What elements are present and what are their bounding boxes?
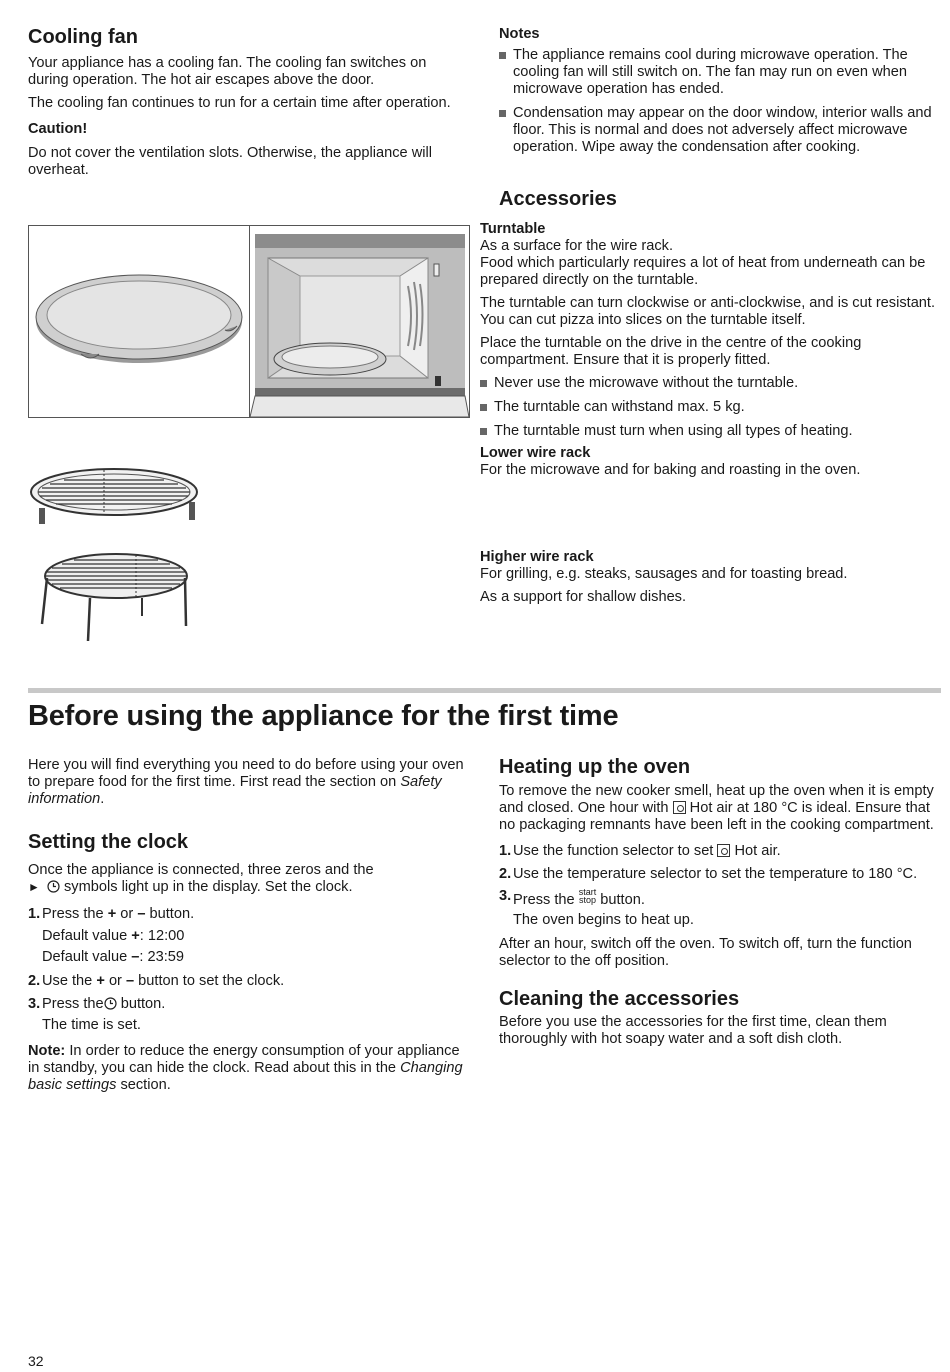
before-intro	[28, 757, 468, 808]
turntable-bullet-text: Never use the microwave without the turntable.	[494, 375, 799, 391]
step-text: or	[104, 973, 126, 989]
lower-rack-label: Lower wire rack	[480, 445, 591, 461]
step-text: Press the	[42, 996, 104, 1012]
clock-icon	[104, 997, 117, 1010]
clock-note	[28, 1043, 468, 1094]
turntable-p1a: As a surface for the wire rack.	[480, 238, 674, 254]
step-text: button.	[596, 892, 645, 908]
heating-heading: Heating up the oven	[499, 756, 691, 778]
heating-p1-text-end: Hot air at 180 °C is ideal. Ensure that no packaging remnants have been left in the cooking compartment.	[499, 800, 934, 833]
step-text: button.	[116, 996, 166, 1012]
default-value: : 23:59	[139, 949, 185, 965]
lower-rack-text: For the microwave and for baking and roasting in the oven.	[480, 462, 861, 478]
step-text: button.	[145, 906, 195, 922]
default-label: Default value	[42, 949, 132, 965]
turntable-bullet	[480, 375, 942, 392]
turntable-bullet-text: The turntable can withstand max. 5 kg.	[494, 399, 745, 415]
turntable-bullet-text: The turntable must turn when using all types of heating.	[494, 423, 853, 439]
bullet-square-icon	[480, 404, 487, 411]
turntable-p2: The turntable can turn clockwise or anti-clockwise, and is cut resistant. You can cut pizza into slices on the turntable itself.	[480, 295, 936, 328]
cooling-fan-p1: Your appliance has a cooling fan. The cooling fan switches on during operation. The hot air escapes above the door.	[28, 55, 427, 88]
step-text: Hot air.	[730, 843, 781, 859]
minus-button-glyph: –	[137, 906, 146, 922]
clock-icon	[47, 880, 60, 893]
plus-button-glyph: +	[107, 906, 117, 922]
minus-button-glyph: –	[125, 973, 135, 989]
page-heading: Before using the appliance for the first time	[28, 700, 619, 732]
note-text-end: section.	[116, 1077, 171, 1093]
higher-rack-p1: For grilling, e.g. steaks, sausages and for toasting bread.	[480, 566, 848, 582]
default-minus	[28, 949, 468, 966]
clock-step-result: The time is set.	[42, 1017, 141, 1033]
before-left-column	[28, 757, 468, 1094]
notes-label: Notes	[499, 26, 540, 42]
turntable-p3: Place the turntable on the drive in the centre of the cooking compartment. Ensure that it is properly fitted.	[480, 335, 862, 368]
note-label: Note:	[28, 1043, 66, 1059]
notes-section	[499, 26, 939, 163]
clock-step	[28, 906, 468, 923]
cooling-fan-p2: The cooling fan continues to run for a certain time after operation.	[28, 95, 451, 111]
cooling-fan-heading: Cooling fan	[28, 26, 138, 48]
hot-air-icon	[673, 801, 686, 814]
turntable-p1b: Food which particularly requires a lot of heat from underneath can be prepared directly on the turntable.	[480, 255, 926, 288]
heating-step	[499, 866, 941, 883]
step-number: 2.	[499, 866, 512, 882]
turntable-section	[480, 221, 942, 479]
step-number: 1.	[499, 843, 512, 859]
heating-step	[499, 888, 941, 909]
caution-label: Caution!	[28, 121, 88, 137]
clock-intro	[28, 862, 468, 896]
cooling-fan-section	[28, 25, 468, 185]
note-link-text: Changing basic settings	[28, 1060, 463, 1093]
heating-p1-text: To remove the new cooker smell, heat up the oven when it is empty and closed. One hour with	[499, 783, 934, 816]
note-text: In order to reduce the energy consumption of your appliance in standby, you can hide the clock. Read about this in the	[28, 1043, 460, 1076]
hot-air-icon	[717, 844, 730, 857]
default-value: : 12:00	[139, 928, 185, 944]
bullet-square-icon	[499, 110, 506, 117]
stop-glyph-text: stop	[578, 895, 596, 905]
start-stop-button-icon	[579, 888, 597, 904]
heating-step	[499, 843, 941, 860]
higher-rack-p2: As a support for shallow dishes.	[480, 589, 687, 605]
caution-text: Do not cover the ventilation slots. Otherwise, the appliance will overheat.	[28, 145, 432, 178]
accessories-heading: Accessories	[499, 188, 617, 210]
step-number: 2.	[28, 973, 41, 989]
turntable-image	[29, 226, 249, 417]
step-text: Press the	[513, 892, 579, 908]
step-number: 3.	[499, 888, 512, 904]
cleaning-heading: Cleaning the accessories	[499, 988, 740, 1010]
higher-wire-rack-image	[38, 546, 198, 646]
step-number: 1.	[28, 906, 41, 922]
plus-button-glyph: +	[131, 928, 140, 944]
clock-step	[28, 996, 468, 1013]
step-text: Use the function selector to set	[513, 843, 718, 859]
before-right-column	[499, 755, 941, 1048]
step-number: 3.	[28, 996, 41, 1012]
play-arrow-icon: ►	[28, 880, 40, 894]
bullet-square-icon	[480, 428, 487, 435]
heating-p1	[499, 783, 941, 834]
step-text: Use the temperature selector to set the temperature to 180 °C.	[513, 866, 918, 882]
before-intro-link-text: Safety information	[28, 774, 442, 807]
clock-step	[28, 973, 468, 990]
note-item	[499, 105, 939, 156]
section-divider	[28, 688, 941, 693]
lower-wire-rack-image	[28, 462, 200, 530]
clock-intro-text: Once the appliance is connected, three zeros and the	[28, 862, 374, 878]
plus-button-glyph: +	[96, 973, 105, 989]
page-number: 32	[28, 1353, 44, 1369]
higher-rack-label: Higher wire rack	[480, 549, 594, 565]
step-text: Use the	[42, 973, 97, 989]
step-text: Press the	[42, 906, 108, 922]
turntable-illustration-frame	[28, 225, 470, 418]
minus-button-glyph: –	[131, 949, 140, 965]
note-item	[499, 47, 939, 98]
start-glyph-text: start	[578, 887, 597, 897]
note-item-text: The appliance remains cool during microwave operation. The cooling fan will still switch on. The fan may run on even when microwave operation has ended.	[513, 47, 908, 97]
turntable-bullet	[480, 423, 942, 440]
clock-intro-text-end: symbols light up in the display. Set the clock.	[59, 879, 353, 895]
cleaning-text: Before you use the accessories for the first time, clean them thoroughly with hot soapy water and a soft dish cloth.	[499, 1014, 887, 1047]
heating-p2: After an hour, switch off the oven. To switch off, turn the function selector to the off position.	[499, 936, 912, 969]
default-plus	[28, 928, 468, 945]
setting-clock-heading: Setting the clock	[28, 831, 189, 853]
note-item-text: Condensation may appear on the door window, interior walls and floor. This is normal and does not adversely affect microwave operation. Wipe away the condensation after cooking.	[513, 105, 932, 155]
heating-step-result: The oven begins to heat up.	[513, 912, 694, 928]
turntable-label: Turntable	[480, 221, 546, 237]
turntable-bullet	[480, 399, 942, 416]
oven-interior-image	[250, 226, 469, 417]
step-text: or	[116, 906, 138, 922]
bullet-square-icon	[480, 380, 487, 387]
before-intro-end: .	[100, 791, 105, 807]
default-label: Default value	[42, 928, 132, 944]
before-intro-text: Here you will find everything you need to do before using your oven to prepare food for the first time. First read the section on	[28, 757, 464, 790]
bullet-square-icon	[499, 52, 506, 59]
step-text: button to set the clock.	[134, 973, 285, 989]
higher-rack-section	[480, 549, 942, 612]
